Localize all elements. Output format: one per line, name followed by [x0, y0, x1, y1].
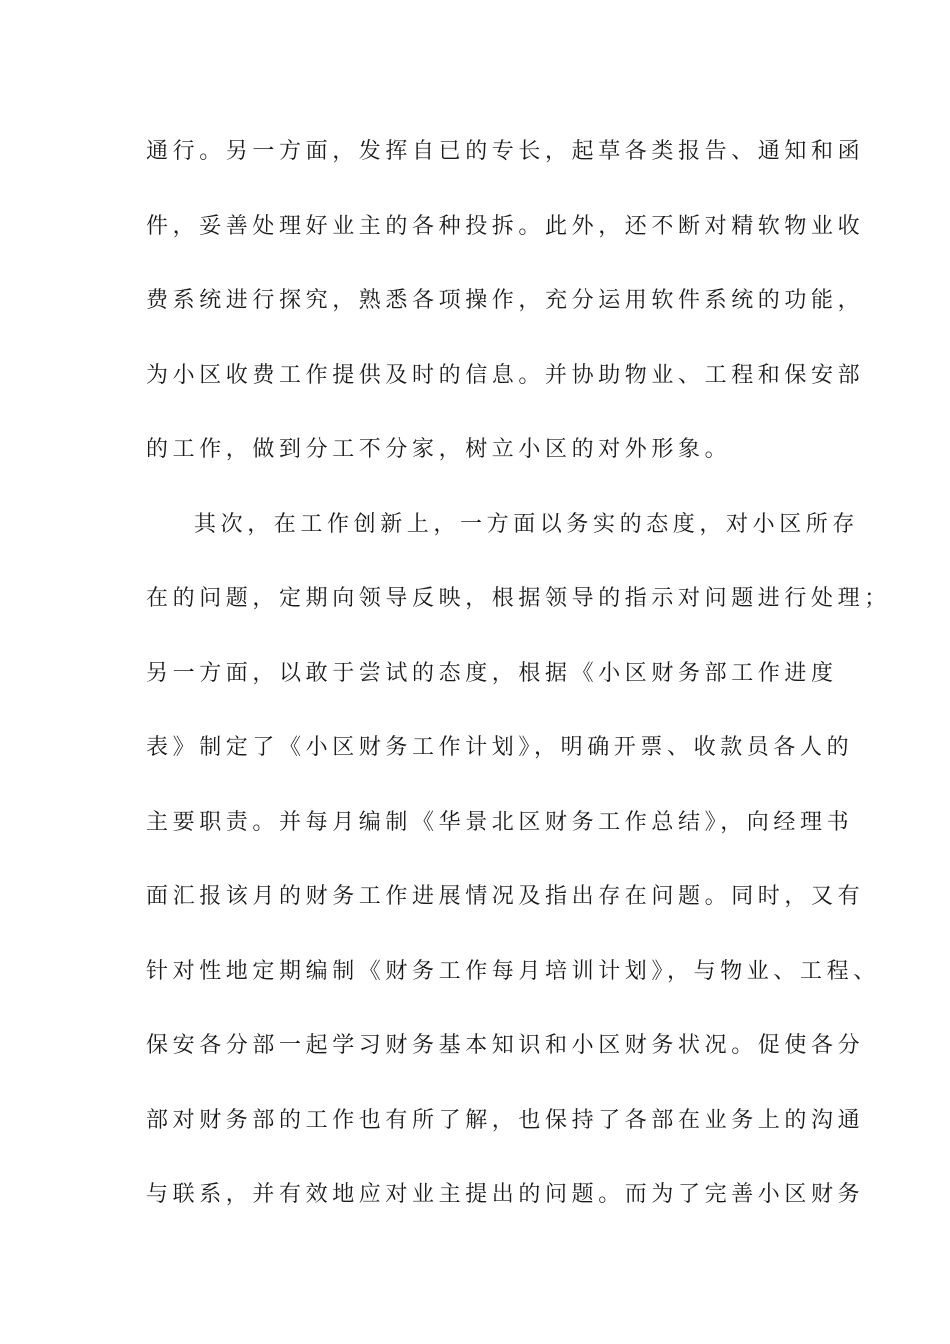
paragraph-start-line: 其次，在工作创新上，一方面以务实的态度，对小区所存	[194, 511, 860, 537]
text-line: 的工作，做到分工不分家，树立小区的对外形象。	[146, 437, 732, 462]
text-line: 针对性地定期编制《财务工作每月培训计划》，与物业、工程、	[146, 958, 880, 984]
text-line: 部对财务部的工作也有所了解，也保持了各部在业务上的沟通	[146, 1107, 865, 1133]
body-text	[146, 131, 891, 1249]
text-line: 件，妥善处理好业主的各种投拆。此外，还不断对精软物业收	[146, 213, 865, 239]
text-line: 另一方面，以敢于尝试的态度，根据《小区财务部工作进度	[146, 660, 838, 686]
text-line: 通行。另一方面，发挥自已的专长，起草各类报告、通知和函	[146, 139, 865, 164]
text-line: 与联系，并有效地应对业主提出的问题。而为了完善小区财务	[146, 1182, 865, 1207]
text-line: 保安各分部一起学习财务基本知识和小区财务状况。促使各分	[146, 1033, 865, 1058]
text-line: 为小区收费工作提供及时的信息。并协助物业、工程和保安部	[146, 362, 865, 388]
text-line: 在的问题，定期向领导反映，根据领导的指示对问题进行处理；	[146, 586, 891, 611]
text-line: 表》制定了《小区财务工作计划》，明确开票、收款员各人的	[146, 735, 854, 760]
text-line: 费系统进行探究，熟悉各项操作，充分运用软件系统的功能，	[146, 288, 865, 313]
text-line: 面汇报该月的财务工作进展情况及指出存在问题。同时，又有	[146, 884, 865, 909]
text-line: 主要职责。并每月编制《华景北区财务工作总结》，向经理书	[146, 809, 854, 835]
